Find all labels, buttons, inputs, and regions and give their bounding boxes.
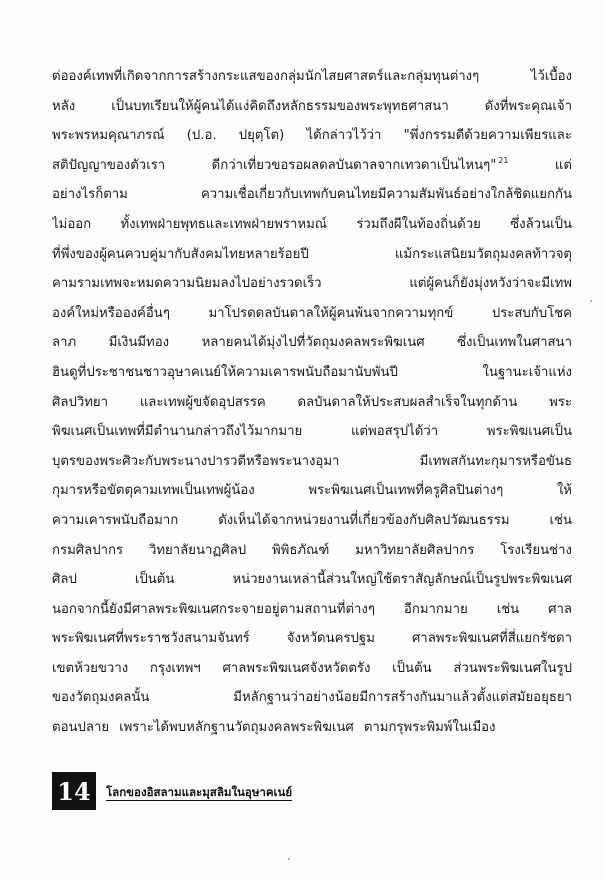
text-segment: ดังเห็นได้จากหน่วยงานที่เกี่ยวข้องกับศิลปวัฒนธรรม bbox=[218, 512, 510, 528]
text-segment: เป็นต้น bbox=[392, 660, 432, 676]
text-segment: โรงเรียนช่าง bbox=[500, 542, 572, 558]
text-segment: แต่พอสรุปได้ว่า bbox=[350, 424, 439, 440]
text-segment: พระพิฆเนศเป็น bbox=[486, 424, 572, 440]
book-title: โลกของอิสลามและมุสลิมในอุษาคเนย์ bbox=[106, 785, 293, 799]
text-segment: ไว้เบื้อง bbox=[530, 69, 572, 84]
text-segment: (ป.อ. bbox=[186, 128, 217, 144]
scan-speck bbox=[590, 300, 592, 302]
text-segment: เขตห้วยขวาง bbox=[52, 660, 129, 676]
text-line bbox=[52, 92, 572, 122]
text-segment: พิฆเนศเป็นเทพที่มีตำนานกล่าวถึงไว้มากมาย bbox=[52, 424, 303, 440]
text-line bbox=[52, 328, 572, 358]
text-line bbox=[52, 388, 572, 418]
text-segment: ศาลพระพิฆเนศที่สี่แยกรัชดา bbox=[411, 631, 572, 647]
text-segment: ซึ่งล้วนเป็น bbox=[510, 216, 572, 232]
text-segment: ตอนปลาย bbox=[52, 720, 110, 736]
text-segment: ฮินดูที่ประชาชนชาวอุษาคเนย์ให้ความเคารพนับถือมานับพันปี bbox=[52, 364, 398, 380]
page-number: 14 bbox=[52, 772, 96, 810]
text-segment: ตามกรุพระพิมพ์ในเมือง bbox=[363, 720, 496, 736]
text-line bbox=[52, 476, 572, 506]
text-segment: ส่วนพระพิฆเนศในรูป bbox=[453, 660, 572, 676]
text-segment: แต่ผู้คนก็ยังมุ่งหวังว่าจะมีเทพ bbox=[409, 276, 572, 292]
text-segment: ศิลป bbox=[52, 572, 77, 588]
text-segment: "พึ่งกรรมดีด้วยความเพียรและ bbox=[403, 128, 572, 144]
text-segment: หลายคนได้มุ่งไปที่วัตถุมงคลพระพิฆเนศ bbox=[201, 335, 425, 351]
text-segment: ศิลปวิทยา bbox=[52, 394, 109, 410]
text-segment: พระพิฆเนศเป็นเทพที่ครูศิลปินต่างๆ bbox=[308, 483, 504, 499]
text-segment: หลัง bbox=[52, 98, 76, 114]
text-segment: คามรามเทพจะหมดความนิยมลงไปอย่างรวดเร็ว bbox=[52, 276, 322, 292]
text-segment: หน่วยงานเหล่านี้ส่วนใหญ่ใช้ตราสัญลักษณ์เป็นรูปพระพิฆเนศ bbox=[232, 572, 572, 588]
text-segment: บุตรของพระศิวะกับพระนางปารวตีหรือพระนางอุมา bbox=[52, 453, 340, 469]
text-segment: มีเงินมีทอง bbox=[108, 335, 170, 351]
text-line bbox=[52, 565, 572, 595]
text-segment: พระพิฆเนศที่พระราชวังสนามจันทร์ bbox=[52, 631, 250, 647]
text-segment: แม้กระแสนิยมวัตถุมงคลท้าวจตุ bbox=[394, 246, 572, 262]
text-segment: แต่ bbox=[554, 157, 572, 173]
text-segment: มาโปรดดลบันดาลให้ผู้คนพ้นจากความทุกข์ bbox=[208, 305, 454, 321]
text-segment: เพราะได้พบหลักฐานวัตถุมงคลพระพิฆเนศ bbox=[119, 720, 354, 736]
text-segment: มหาวิทยาลัยศิลปากร bbox=[355, 542, 475, 558]
text-segment: ความเชื่อเกี่ยวกับเทพกับคนไทยมีความสัมพันธ์อย่างใกล้ชิดแยกกัน bbox=[200, 187, 572, 203]
text-segment: พระ bbox=[549, 394, 572, 410]
text-segment: ปยุตฺโต) bbox=[238, 128, 285, 144]
text-segment: พระพรหมคุณาภรณ์ bbox=[52, 128, 165, 144]
text-segment: เช่น bbox=[496, 601, 520, 617]
text-segment: วิทยาลัยนาฏศิลป bbox=[148, 542, 247, 558]
text-segment: มีหลักฐานว่าอย่างน้อยมีการสร้างกันมาแล้วตั้งแต่สมัยอยุธยา bbox=[233, 690, 572, 706]
text-segment: เป็นต้น bbox=[134, 572, 175, 588]
text-line bbox=[52, 447, 572, 477]
text-segment: ศาล bbox=[548, 601, 572, 617]
text-segment: ดีกว่าเที่ยวขอรอผลดลบันดาลจากเทวดาเป็นไหนๆ" $^{21}$ bbox=[211, 156, 509, 173]
text-segment: องค์ใหม่หรือองค์อื่นๆ bbox=[52, 305, 170, 321]
text-segment: ศาลพระพิฆเนศจังหวัดตรัง bbox=[222, 660, 371, 676]
text-line bbox=[52, 299, 572, 329]
text-line bbox=[52, 506, 572, 536]
text-segment: มีเทพสกันทะกุมารหรือขันธ bbox=[419, 453, 572, 469]
text-segment: ทั้งเทพฝ่ายพุทธและเทพฝ่ายพราหมณ์ bbox=[120, 216, 328, 232]
text-segment: ที่พึ่งของผู้คนควบคู่มากับสังคมไทยหลายร้อยปี bbox=[52, 246, 309, 262]
text-line bbox=[52, 240, 572, 270]
page-footer bbox=[52, 772, 472, 810]
body-text bbox=[52, 62, 572, 743]
text-line bbox=[52, 595, 572, 625]
text-line bbox=[52, 713, 572, 743]
footnote-marker: 21 bbox=[498, 156, 509, 166]
text-segment: นอกจากนี้ยังมีศาลพระพิฆเนศกระจายอยู่ตามสถานที่ต่างๆ bbox=[52, 601, 375, 617]
text-segment: ไม่ออก bbox=[52, 216, 92, 232]
text-line bbox=[52, 210, 572, 240]
text-segment: ต่อองค์เทพที่เกิดจากการสร้างกระแสของกลุ่มนักไสยศาสตร์และกลุ่มทุนต่างๆ bbox=[52, 69, 480, 84]
text-line bbox=[52, 624, 572, 654]
text-line bbox=[52, 269, 572, 299]
text-segment: ของวัตถุมงคลนั้น bbox=[52, 690, 150, 706]
text-line bbox=[52, 417, 572, 447]
text-segment: กุมารหรือขัตตุคามเทพเป็นเทพผู้น้อง bbox=[52, 483, 255, 499]
text-segment: ให้ bbox=[556, 483, 572, 499]
text-segment: เป็นบทเรียนให้ผู้คนได้แง่คิดถึงหลักธรรมของพระพุทธศาสนา bbox=[111, 98, 449, 114]
text-segment: ดังที่พระคุณเจ้า bbox=[484, 98, 572, 114]
text-segment: เช่น bbox=[549, 512, 572, 528]
text-segment: ดลบันดาลให้ประสบผลสำเร็จในทุกด้าน bbox=[297, 394, 518, 410]
text-line bbox=[52, 121, 572, 151]
text-line bbox=[52, 536, 572, 566]
scan-speck bbox=[288, 858, 290, 860]
text-segment: ประสบกับโชค bbox=[491, 305, 572, 321]
text-line bbox=[52, 654, 572, 684]
text-segment: กรุงเทพฯ bbox=[149, 660, 201, 676]
text-segment: สติปัญญาของตัวเรา bbox=[52, 157, 166, 173]
text-segment: จังหวัดนครปฐม bbox=[286, 631, 375, 647]
text-segment: ได้กล่าวไว้ว่า bbox=[306, 128, 382, 144]
text-segment: กรมศิลปากร bbox=[52, 542, 124, 558]
text-segment: ซึ่งเป็นเทพในศาสนา bbox=[457, 335, 572, 351]
text-line bbox=[52, 358, 572, 388]
text-segment: และเทพผู้ขจัดอุปสรรค bbox=[139, 394, 266, 410]
text-line bbox=[52, 62, 572, 92]
text-segment: อีกมากมาย bbox=[403, 601, 468, 617]
text-segment: พิพิธภัณฑ์ bbox=[271, 542, 330, 558]
text-line bbox=[52, 683, 572, 713]
text-segment: ลาภ bbox=[52, 335, 77, 351]
text-segment: ความเคารพนับถือมาก bbox=[52, 512, 179, 528]
text-line bbox=[52, 180, 572, 210]
text-segment: อย่างไรก็ตาม bbox=[52, 187, 128, 203]
text-segment: ร่วมถึงผีในท้องถิ่นด้วย bbox=[356, 216, 481, 232]
text-line bbox=[52, 151, 572, 181]
text-segment: ในฐานะเจ้าแห่ง bbox=[482, 364, 572, 380]
